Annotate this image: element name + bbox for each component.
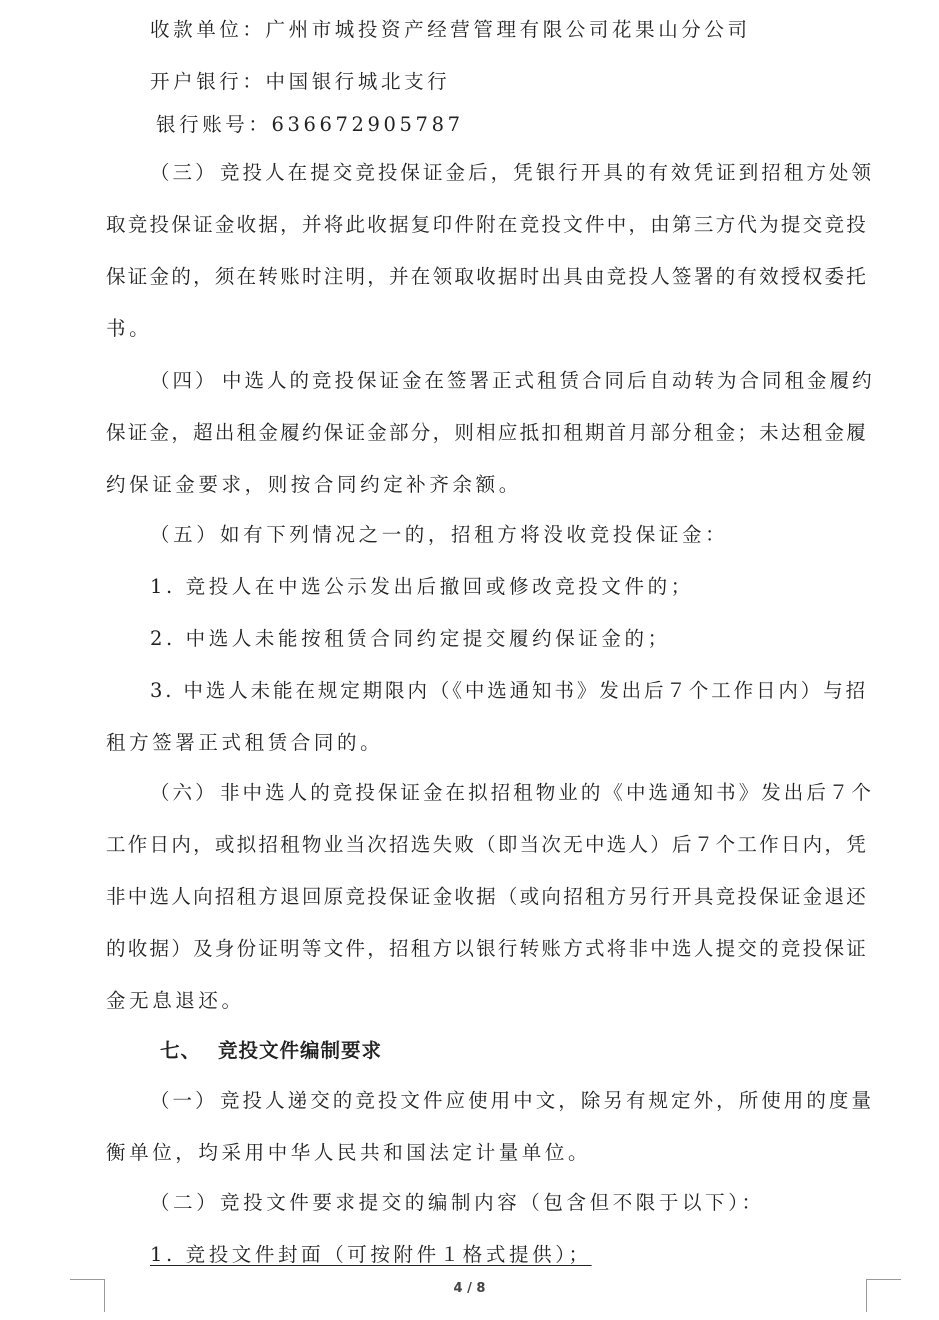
- sub-1-text: 竞投人递交的竞投文件应使用中文，除另有规定外，所使用的度量: [220, 1089, 875, 1112]
- para-3-line-4: 书。: [106, 317, 153, 340]
- para-3-line-1: [150, 160, 874, 186]
- para-3-line-2: 取竞投保证金收据，并将此收据复印件附在竞投文件中，由第三方代为提交竞投: [106, 213, 868, 236]
- para-4-line-1: [150, 368, 875, 394]
- section-7-heading: [160, 1038, 382, 1064]
- para-6-text: 非中选人的竞投保证金在拟招租物业的《中选通知书》发出后７个: [220, 781, 875, 804]
- para-6-line-3: 非中选人向招租方退回原竞投保证金收据（或向招租方另行开具竞投保证金退还: [106, 885, 868, 908]
- para-4-line-3: 约保证金要求，则按合同约定补齐余额。: [106, 473, 522, 496]
- section-7-number: 七、: [160, 1039, 202, 1062]
- section-7-title: 竞投文件编制要求: [218, 1039, 383, 1062]
- sub-1-line-1: [150, 1088, 874, 1114]
- sub-2-line-1: [150, 1190, 765, 1216]
- para-6-number: （六）: [150, 781, 218, 804]
- list-item-3-line-2: 租方签署正式租赁合同的。: [106, 731, 384, 754]
- page-number: 4 / 8: [453, 1281, 486, 1296]
- sub-2-item-1-text: 1. 竞投文件封面（可按附件１格式提供）；: [150, 1243, 592, 1266]
- para-3-line-3: 保证金的，须在转账时注明，并在领取收据时出具由竞投人签署的有效授权委托: [106, 265, 868, 288]
- list-item-1: 1. 竞投人在中选公示发出后撤回或修改竞投文件的；: [150, 575, 694, 598]
- list-item-3-line-1: 3. 中选人未能在规定期限内（《中选通知书》发出后７个工作日内）与招: [150, 679, 868, 702]
- para-6-line-5: 金无息退还。: [106, 989, 245, 1012]
- para-3-text: 竞投人在提交竞投保证金后，凭银行开具的有效凭证到招租方处领: [220, 161, 875, 184]
- bank-line: 开户银行：中国银行城北支行: [150, 70, 451, 93]
- para-5-line-1: [150, 522, 728, 548]
- para-6-line-1: [150, 780, 874, 806]
- para-4-text: 中选人的竞投保证金在签署正式租赁合同后自动转为合同租金履约: [222, 369, 875, 392]
- list-item-2: 2. 中选人未能按租赁合同约定提交履约保证金的；: [150, 627, 671, 650]
- sub-2-number: （二）: [150, 1191, 220, 1214]
- para-6-line-2: 工作日内，或拟招租物业当次招选失败（即当次无中选人）后７个工作日内，凭: [106, 833, 868, 856]
- sub-1-line-2: 衡单位，均采用中华人民共和国法定计量单位。: [106, 1141, 592, 1164]
- para-4-line-2: 保证金，超出租金履约保证金部分，则相应抵扣租期首月部分租金；未达租金履: [106, 421, 868, 444]
- para-5-text: 如有下列情况之一的，招租方将没收竞投保证金：: [220, 523, 729, 546]
- para-4-number: （四）: [150, 369, 218, 392]
- sub-2-text: 竞投文件要求提交的编制内容（包含但不限于以下）：: [220, 1191, 765, 1214]
- account-line: 银行账号：636672905787: [156, 113, 464, 136]
- para-3-number: （三）: [150, 161, 218, 184]
- payee-line: 收款单位：广州市城投资产经营管理有限公司花果山分公司: [150, 18, 751, 41]
- sub-2-item-1: [150, 1242, 592, 1268]
- para-5-number: （五）: [150, 523, 220, 546]
- sub-1-number: （一）: [150, 1089, 218, 1112]
- para-6-line-4: 的收据）及身份证明等文件，招租方以银行转账方式将非中选人提交的竞投保证: [106, 937, 868, 960]
